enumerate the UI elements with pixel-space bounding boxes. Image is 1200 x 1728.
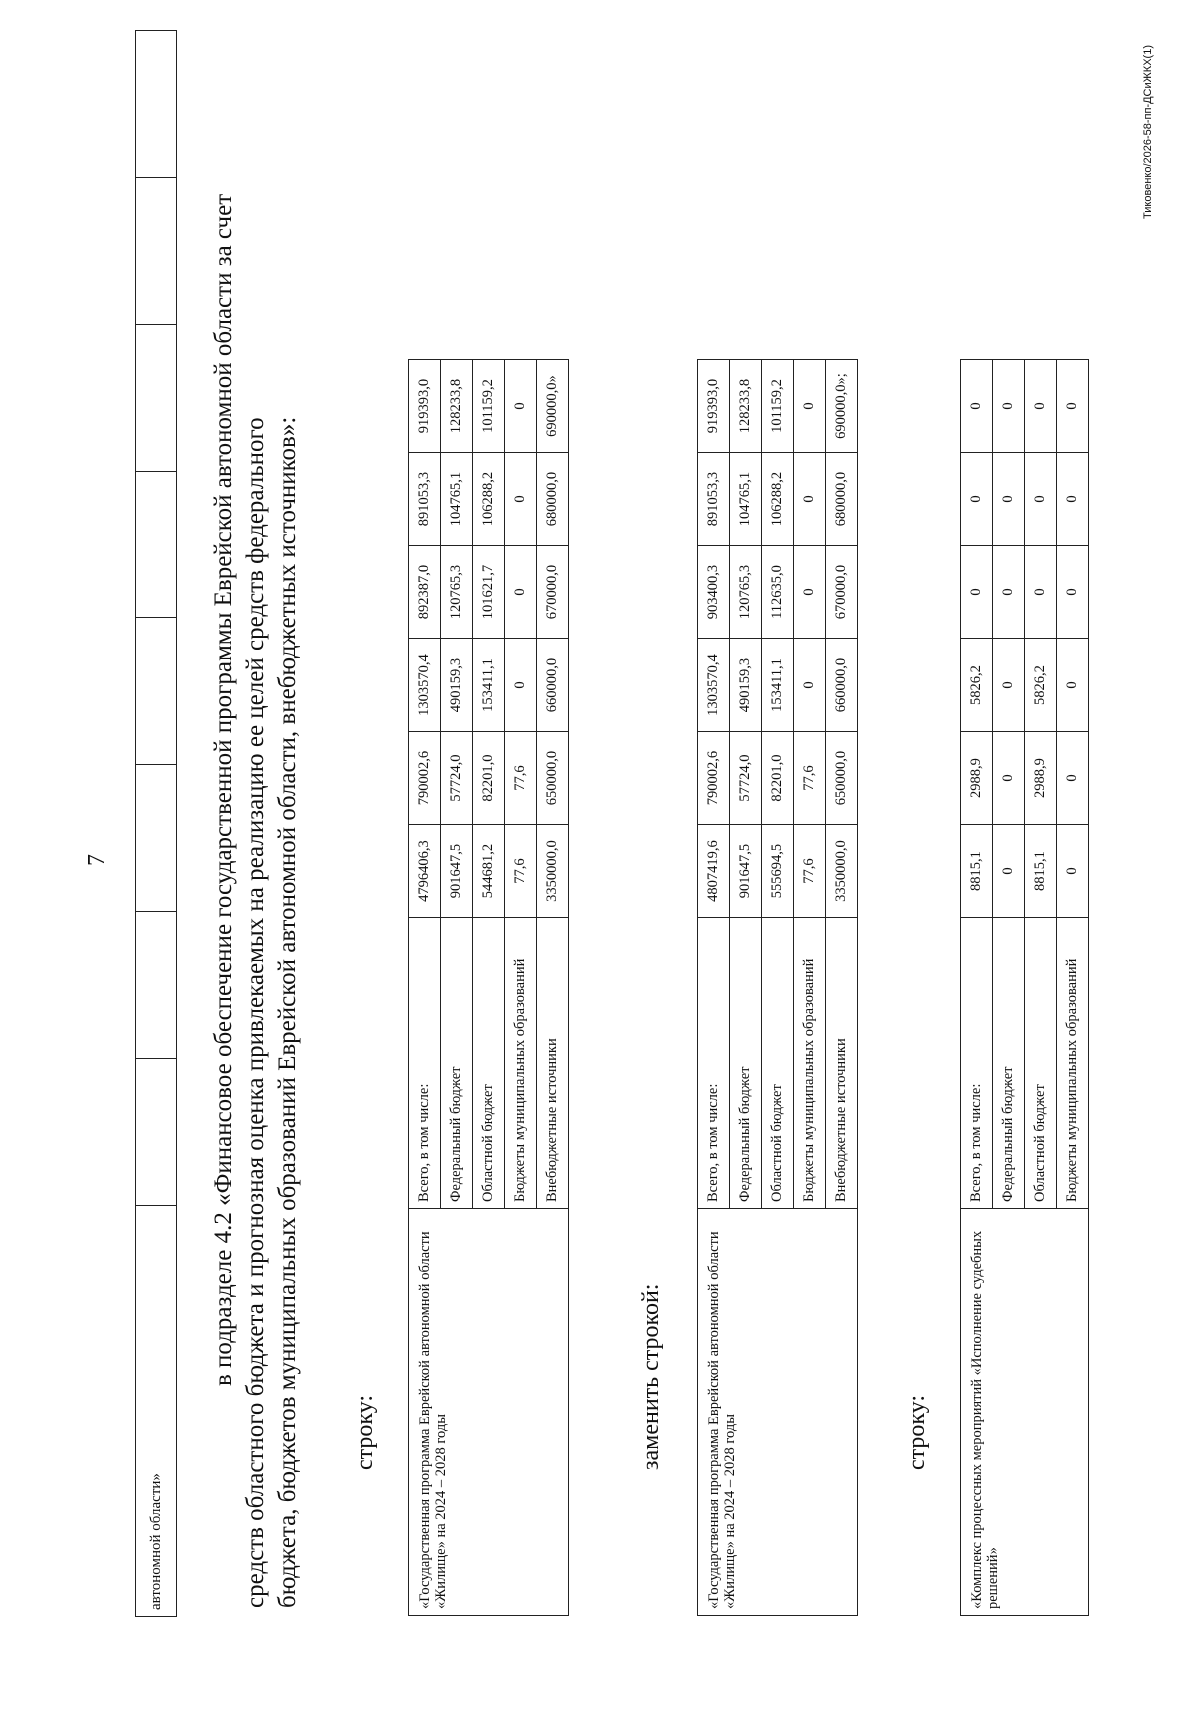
program-table-replacement: [697, 359, 858, 1616]
value-total: 901647,5: [730, 825, 762, 918]
table-row: [136, 31, 177, 1617]
funding-source: Областной бюджет: [473, 918, 505, 1209]
value-2026: 670000,0: [826, 546, 858, 639]
funding-source: Областной бюджет: [1025, 918, 1057, 1209]
funding-source: Федеральный бюджет: [441, 918, 473, 1209]
table-cell: [136, 177, 177, 324]
value-2026: 892387,0: [409, 546, 441, 639]
value-2025: 5826,2: [1025, 639, 1057, 732]
value-2027: 106288,2: [762, 453, 794, 546]
value-2025: 0: [505, 639, 537, 732]
process-complex-table: [960, 359, 1089, 1616]
value-2024: 0: [1057, 732, 1089, 825]
funding-source: Областной бюджет: [762, 918, 794, 1209]
value-2024: 650000,0: [537, 732, 569, 825]
value-2028: 690000,0»: [537, 360, 569, 453]
document-footer-code: Тиковенко/2026-58-пп-ДСиЖКХ(1): [1142, 45, 1154, 219]
value-2024: 2988,9: [1025, 732, 1057, 825]
funding-source: Федеральный бюджет: [993, 918, 1025, 1209]
value-2026: 112635,0: [762, 546, 794, 639]
table-cell: [136, 765, 177, 912]
paragraph-line: средств областного бюджета и прогнозная оценка привлекаемых на реализацию ее целей средств федерального: [242, 417, 269, 1608]
value-2025: 5826,2: [961, 639, 993, 732]
value-total: 4807419,6: [698, 825, 730, 918]
value-2028: 0: [505, 360, 537, 453]
top-table-fragment: [135, 30, 177, 1617]
value-2027: 0: [961, 453, 993, 546]
program-name: «Государственная программа Еврейской автономной области «Жилище» на 2024 – 2028 годы: [698, 1209, 858, 1616]
value-2024: 650000,0: [826, 732, 858, 825]
value-total: 3350000,0: [537, 825, 569, 918]
value-2028: 0: [794, 360, 826, 453]
value-2024: 57724,0: [441, 732, 473, 825]
table-cell: [136, 618, 177, 765]
complex-name: «Комплекс процессных мероприятий «Исполнение судебных решений»: [961, 1209, 1089, 1616]
funding-source: Бюджеты муниципальных образований: [794, 918, 826, 1209]
value-2024: 790002,6: [409, 732, 441, 825]
table-cell: автономной области»: [136, 1206, 177, 1617]
table-cell: [136, 1059, 177, 1206]
funding-source: Федеральный бюджет: [730, 918, 762, 1209]
funding-source: Внебюджетные источники: [537, 918, 569, 1209]
value-total: 0: [993, 825, 1025, 918]
value-total: 8815,1: [961, 825, 993, 918]
value-2028: 128233,8: [441, 360, 473, 453]
row-label-original: строку:: [352, 1394, 378, 1470]
table-cell: [136, 912, 177, 1059]
funding-source: Бюджеты муниципальных образований: [1057, 918, 1089, 1209]
paragraph-line: в подразделе 4.2 «Финансовое обеспечение государственной программы Еврейской автономной области за счет: [210, 193, 237, 1386]
value-2026: 670000,0: [537, 546, 569, 639]
program-table-original: [408, 359, 569, 1616]
value-2027: 0: [993, 453, 1025, 546]
value-total: 8815,1: [1025, 825, 1057, 918]
value-2028: 128233,8: [730, 360, 762, 453]
value-2025: 0: [794, 639, 826, 732]
replace-label: заменить строкой:: [638, 1283, 664, 1470]
funding-source: Внебюджетные источники: [826, 918, 858, 1209]
value-2025: 0: [1057, 639, 1089, 732]
value-2027: 0: [794, 453, 826, 546]
value-2028: 690000,0»;: [826, 360, 858, 453]
value-2028: 0: [961, 360, 993, 453]
value-2028: 0: [1025, 360, 1057, 453]
value-2027: 680000,0: [537, 453, 569, 546]
program-name: «Государственная программа Еврейской автономной области «Жилище» на 2024 – 2028 годы: [409, 1209, 569, 1616]
value-total: 901647,5: [441, 825, 473, 918]
value-2025: 153411,1: [762, 639, 794, 732]
value-2028: 919393,0: [698, 360, 730, 453]
value-2028: 101159,2: [473, 360, 505, 453]
value-2024: 790002,6: [698, 732, 730, 825]
value-2027: 0: [1025, 453, 1057, 546]
value-2028: 101159,2: [762, 360, 794, 453]
value-2025: 0: [993, 639, 1025, 732]
value-total: 77,6: [794, 825, 826, 918]
value-2027: 104765,1: [730, 453, 762, 546]
value-2026: 0: [1057, 546, 1089, 639]
value-2025: 1303570,4: [698, 639, 730, 732]
value-total: 555694,5: [762, 825, 794, 918]
value-2027: 891053,3: [409, 453, 441, 546]
value-2028: 919393,0: [409, 360, 441, 453]
value-total: 0: [1057, 825, 1089, 918]
paragraph-line: бюджета, бюджетов муниципальных образований Еврейской автономной области, внебюджетных источников»:: [274, 416, 301, 1608]
value-2027: 0: [505, 453, 537, 546]
value-total: 3350000,0: [826, 825, 858, 918]
funding-source: Всего, в том числе:: [698, 918, 730, 1209]
table-row: [409, 360, 441, 1616]
value-2026: 120765,3: [730, 546, 762, 639]
value-total: 544681,2: [473, 825, 505, 918]
value-2026: 903400,3: [698, 546, 730, 639]
value-2026: 120765,3: [441, 546, 473, 639]
value-2024: 82201,0: [473, 732, 505, 825]
row-label-second: строку:: [904, 1394, 930, 1470]
table-row: [961, 360, 993, 1616]
value-2024: 0: [993, 732, 1025, 825]
value-2025: 1303570,4: [409, 639, 441, 732]
value-2026: 101621,7: [473, 546, 505, 639]
table-cell: [136, 324, 177, 471]
value-total: 4796406,3: [409, 825, 441, 918]
funding-source: Всего, в том числе:: [409, 918, 441, 1209]
value-2026: 0: [993, 546, 1025, 639]
value-2024: 77,6: [505, 732, 537, 825]
table-cell: [136, 31, 177, 178]
amendment-paragraph: [208, 18, 304, 1608]
value-2024: 2988,9: [961, 732, 993, 825]
value-2026: 0: [961, 546, 993, 639]
value-2028: 0: [1057, 360, 1089, 453]
value-2025: 490159,3: [730, 639, 762, 732]
page-number: 7: [84, 854, 110, 866]
value-2026: 0: [794, 546, 826, 639]
value-2027: 891053,3: [698, 453, 730, 546]
value-2027: 104765,1: [441, 453, 473, 546]
value-2028: 0: [993, 360, 1025, 453]
value-2026: 0: [1025, 546, 1057, 639]
value-2024: 57724,0: [730, 732, 762, 825]
value-2025: 660000,0: [537, 639, 569, 732]
value-2025: 660000,0: [826, 639, 858, 732]
table-row: [698, 360, 730, 1616]
value-2027: 0: [1057, 453, 1089, 546]
value-total: 77,6: [505, 825, 537, 918]
table-cell: [136, 471, 177, 618]
value-2027: 106288,2: [473, 453, 505, 546]
value-2024: 77,6: [794, 732, 826, 825]
value-2027: 680000,0: [826, 453, 858, 546]
value-2025: 153411,1: [473, 639, 505, 732]
value-2024: 82201,0: [762, 732, 794, 825]
value-2026: 0: [505, 546, 537, 639]
funding-source: Бюджеты муниципальных образований: [505, 918, 537, 1209]
funding-source: Всего, в том числе:: [961, 918, 993, 1209]
value-2025: 490159,3: [441, 639, 473, 732]
